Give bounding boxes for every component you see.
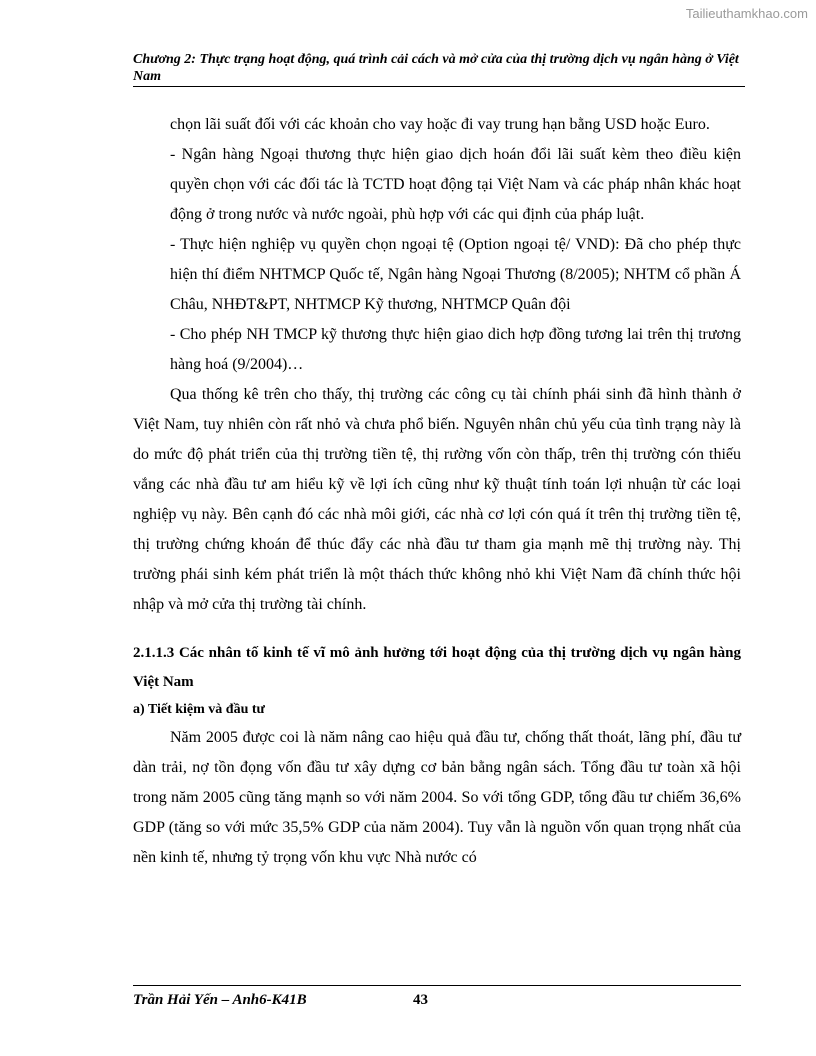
paragraph-investment: Năm 2005 được coi là năm nâng cao hiệu quả đầu tư, chống thất thoát, lãng phí, đầu tư dàn trải, nợ tồn đọng vốn đầu tư xây dựng cơ bản bằng ngân sách. Tổng đầu tư toàn xã hội trong năm 2005 cũng tăng mạnh so với năm 2004. So với tổng GDP, tổng đầu tư chiếm 36,6% GDP (tăng so với mức 35,5% GDP của năm 2004). Tuy vẫn là nguồn vốn quan trọng nhất của nền kinh tế, nhưng tỷ trọng vốn khu vực Nhà nước có: [133, 729, 741, 866]
sub-heading: a) Tiết kiệm và đầu tư: [133, 702, 265, 717]
chapter-header: Chương 2: Thực trạng hoạt động, quá trình cải cách và mở cửa của thị trường dịch vụ ngân hàng ở Việt Nam: [133, 51, 745, 87]
paragraph-derivatives-summary: Qua thống kê trên cho thấy, thị trường các công cụ tài chính phái sinh đã hình thành ở Việt Nam, tuy nhiên còn rất nhỏ và chưa phổ biến. Nguyên nhân chủ yếu của tình trạng này là do mức độ phát triển của thị trường tiền tệ, thị rường vốn còn thấp, trên thị trường cón thiếu vắng các nhà đầu tư am hiểu kỹ về lợi ích cũng như kỹ thuật tính toán lợi nhuận từ các loại nghiệp vụ này. Bên cạnh đó các nhà môi giới, các nhà cơ lợi cón quá ít trên thị trường tiền tệ, thị trường chứng khoán để thúc đẩy các nhà đầu tư tham gia mạnh mẽ thị trường này. Thị trường phái sinh kém phát triển là một thách thức không nhỏ khi Việt Nam đã chính thức hội nhập và mở cửa thị trường tài chính.: [133, 386, 741, 613]
paragraph-interest-option: chọn lãi suất đối với các khoản cho vay hoặc đi vay trung hạn bằng USD hoặc Euro.: [170, 116, 710, 133]
page-number: 43: [413, 992, 428, 1008]
footer-author: Trần Hải Yến – Anh6-K41B: [133, 992, 307, 1008]
section-heading: 2.1.1.3 Các nhân tố kinh tế vĩ mô ảnh hưởng tới hoạt động của thị trường dịch vụ ngân hàng Việt Nam: [133, 645, 741, 690]
paragraph-vietcombank-swap: - Ngân hàng Ngoại thương thực hiện giao dịch hoán đổi lãi suất kèm theo điều kiện quyền chọn với các đối tác là TCTD hoạt động tại Việt Nam và các pháp nhân khác hoạt động ở trong nước và nước ngoài, phù hợp với các qui định của pháp luật.: [170, 146, 741, 223]
footer-divider: [133, 985, 741, 986]
watermark: Tailieuthamkhao.com: [685, 6, 808, 21]
paragraph-fx-option: - Thực hiện nghiệp vụ quyền chọn ngoại tệ (Option ngoại tệ/ VND): Đã cho phép thực hiện thí điểm NHTMCP Quốc tế, Ngân hàng Ngoại Thương (8/2005); NHTM cổ phần Á Châu, NHĐT&PT, NHTMCP Kỹ thương, NHTMCP Quân đội: [170, 236, 741, 313]
page-footer: [133, 991, 428, 1009]
page-content: [133, 110, 741, 873]
paragraph-futures: - Cho phép NH TMCP kỹ thương thực hiện giao dich hợp đồng tương lai trên thị trương hàng hoá (9/2004)…: [170, 326, 741, 373]
